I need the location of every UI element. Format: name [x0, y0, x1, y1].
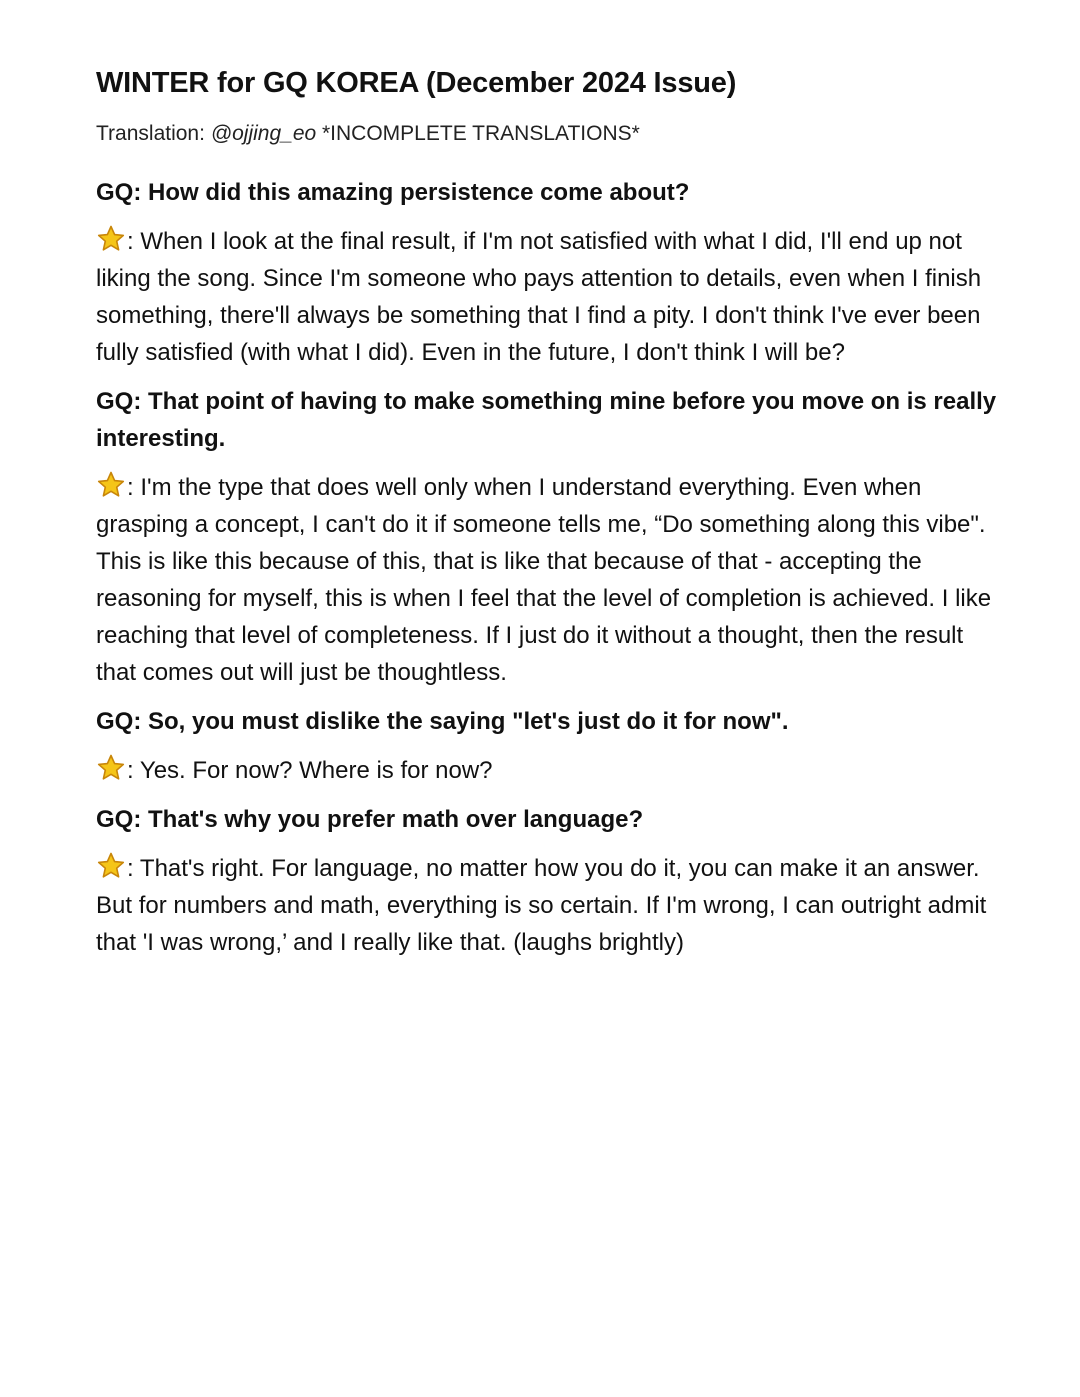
star-icon — [96, 224, 126, 254]
credit-suffix: *INCOMPLETE TRANSLATIONS* — [316, 122, 640, 145]
answer-text: : Yes. For now? Where is for now? — [127, 757, 493, 784]
star-icon — [96, 753, 126, 783]
star-icon — [96, 470, 126, 500]
question-2: GQ: That point of having to make something mine before you move on is really interesting. — [96, 388, 997, 452]
credit-prefix: Translation: — [96, 122, 211, 145]
question-1: GQ: How did this amazing persistence come about? — [96, 179, 690, 206]
translator-handle: @ojjing_eo — [210, 122, 317, 145]
document-title: WINTER for GQ KOREA (December 2024 Issue) — [96, 67, 737, 99]
question-3: GQ: So, you must dislike the saying "let's just do it for now". — [96, 708, 789, 735]
answer-2 — [96, 469, 1008, 691]
answer-3 — [96, 752, 1008, 789]
document-page — [96, 64, 1008, 973]
answer-text: : That's right. For language, no matter how you do it, you can make it an answer. But for numbers and math, everything is so certain. If I'm wrong, I can outright admit that 'I was wrong,’ and I really like that. (laughs brightly) — [96, 855, 987, 956]
translation-credit — [96, 120, 1008, 148]
answer-4 — [96, 850, 1008, 961]
star-icon — [96, 851, 126, 881]
answer-text: : I'm the type that does well only when I understand everything. Even when grasping a concept, I can't do it if someone tells me, “Do something along this vibe". This is like this because of this, that is like that because of that - accepting the reasoning for myself, this is when I feel that the level of completion is achieved. I like reaching that level of completeness. If I just do it without a thought, then the result that comes out will just be thoughtless. — [96, 474, 992, 686]
answer-text: : When I look at the final result, if I'm not satisfied with what I did, I'll end up not liking the song. Since I'm someone who pays attention to details, even when I finish something, there'll always be something that I find a pity. I don't think I've ever been fully satisfied (with what I did). Even in the future, I don't think I will be? — [96, 228, 982, 366]
question-4: GQ: That's why you prefer math over language? — [96, 806, 644, 833]
qa-section — [96, 174, 1008, 961]
answer-1 — [96, 223, 1008, 371]
